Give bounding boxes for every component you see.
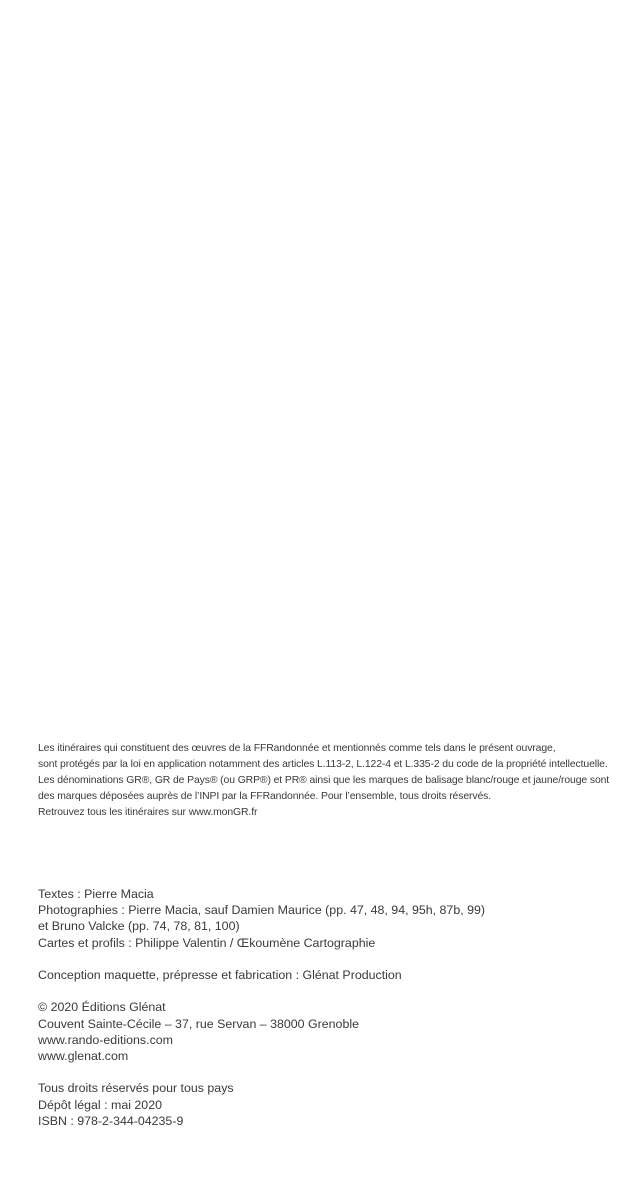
legal-deposit: Dépôt légal : mai 2020 xyxy=(38,1097,162,1112)
photos-credit: Photographies : Pierre Macia, sauf Damien Maurice (pp. 47, 48, 94, 95h, 87b, 99) xyxy=(38,903,486,918)
production-credits xyxy=(38,967,608,983)
legal-line-2: sont protégés par la loi en application notamment des articles L.113-2, L.122-4 et L.335-2 du code de la propriété intellectuelle. xyxy=(38,759,608,770)
authors-credits xyxy=(38,886,608,951)
rights-reserved: Tous droits réservés pour tous pays xyxy=(38,1081,234,1096)
publisher-address: Couvent Sainte-Cécile – 37, rue Servan – 38000 Grenoble xyxy=(38,1016,359,1031)
legal-line-5-website: Retrouvez tous les itinéraires sur www.monGR.fr xyxy=(38,807,258,818)
copyright-line: © 2020 Éditions Glénat xyxy=(38,1000,166,1015)
colophon-credits xyxy=(38,886,608,1129)
maps-credit: Cartes et profils : Philippe Valentin / Œkoumène Cartographie xyxy=(38,935,376,950)
publisher-website-glenat: www.glenat.com xyxy=(38,1049,129,1063)
publisher-website-rando: www.rando-editions.com xyxy=(38,1032,173,1047)
photos-credit-continued: et Bruno Valcke (pp. 74, 78, 81, 100) xyxy=(38,919,240,934)
isbn: ISBN : 978-2-344-04235-9 xyxy=(38,1113,184,1128)
texts-credit: Textes : Pierre Macia xyxy=(38,887,154,901)
production-credit: Conception maquette, prépresse et fabrication : Glénat Production xyxy=(38,968,402,982)
legal-line-1: Les itinéraires qui constituent des œuvres de la FFRandonnée et mentionnés comme tels dans le présent ouvrage, xyxy=(38,743,556,754)
rights-info xyxy=(38,1080,608,1129)
legal-notice xyxy=(38,741,608,821)
legal-line-4: des marques déposées auprès de l’INPI par la FFRandonnée. Pour l’ensemble, tous droits réservés. xyxy=(38,791,492,802)
legal-line-3: Les dénominations GR®, GR de Pays® (ou GRP®) et PR® ainsi que les marques de balisage blanc/rouge et jaune/rouge sont xyxy=(38,775,610,786)
publisher-info xyxy=(38,999,608,1064)
